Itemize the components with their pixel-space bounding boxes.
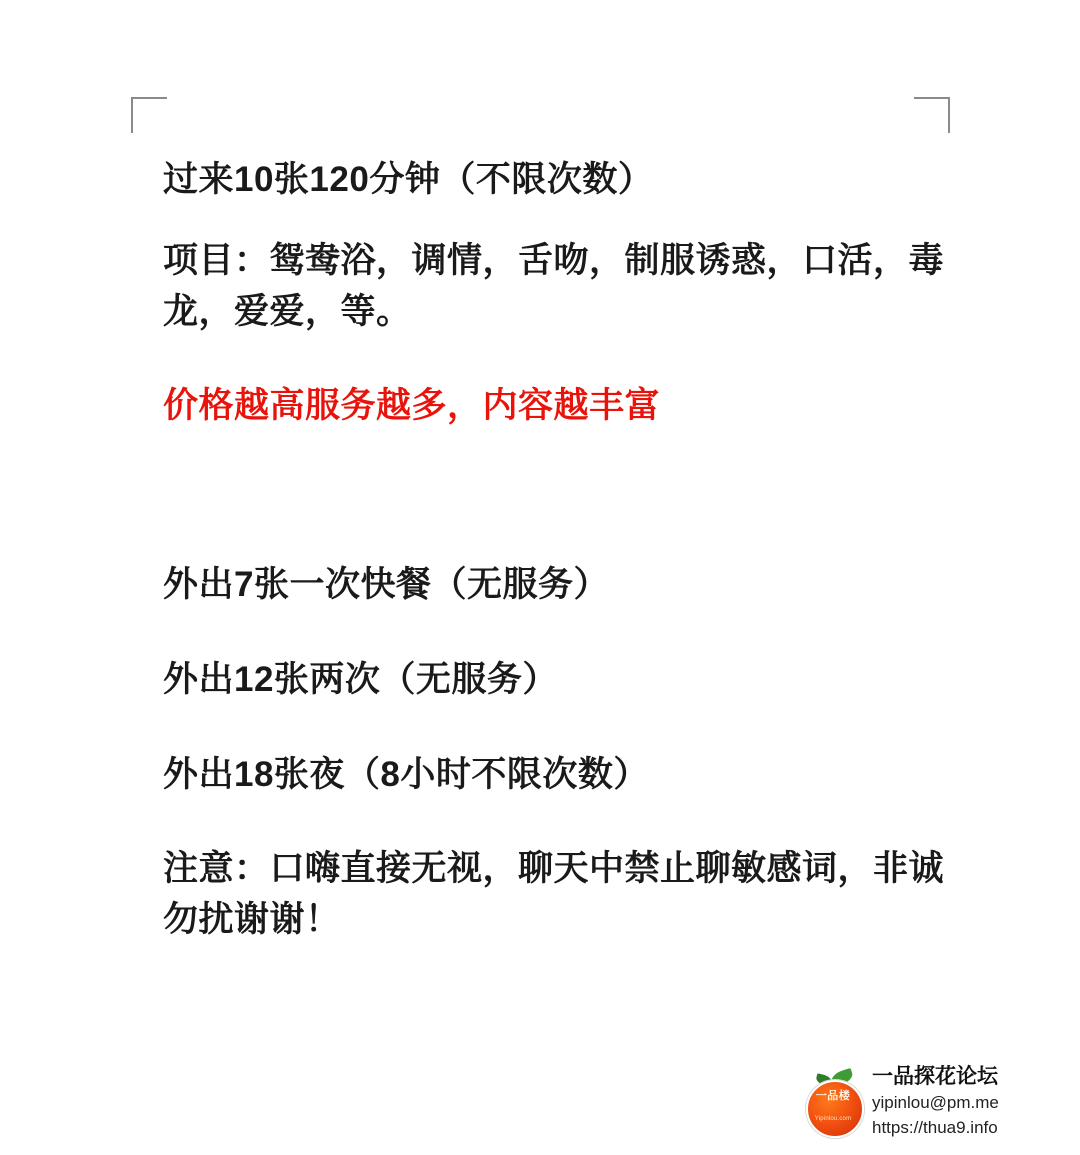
forum-logo-icon bbox=[800, 1070, 866, 1136]
logo-text: 一品楼 bbox=[815, 1090, 851, 1102]
logo-circle bbox=[806, 1080, 864, 1138]
paragraph-outcall-12: 外出12张两次（无服务） bbox=[163, 659, 558, 699]
watermark-text-block bbox=[872, 1060, 999, 1140]
paragraph-duration: 过来10张120分钟（不限次数） bbox=[163, 160, 654, 199]
watermark-email: yipinlou@pm.me bbox=[872, 1093, 999, 1112]
document-body bbox=[163, 155, 953, 946]
paragraph-outcall-7: 外出7张一次快餐（无服务） bbox=[163, 565, 609, 604]
watermark bbox=[800, 1060, 1060, 1150]
paragraph-attention: 注意：口嗨直接无视，聊天中禁止聊敏感词，非诚勿扰谢谢！ bbox=[163, 849, 945, 939]
paragraph-price-note: 价格越高服务越多，内容越丰富 bbox=[163, 386, 661, 426]
paragraph-outcall-18: 外出18张夜（8小时不限次数） bbox=[163, 754, 649, 794]
paragraph-spacer bbox=[163, 462, 953, 560]
crop-mark-top-left bbox=[131, 97, 167, 133]
paragraph-services: 项目：鸳鸯浴，调情，舌吻，制服诱惑，口活，毒龙，爱爱，等。 bbox=[163, 240, 945, 331]
watermark-url[interactable]: https://thua9.info bbox=[872, 1118, 998, 1137]
watermark-title: 一品探花论坛 bbox=[872, 1065, 998, 1088]
crop-mark-top-right bbox=[914, 97, 950, 133]
logo-subtext: Yipinlou.com bbox=[814, 1116, 852, 1122]
